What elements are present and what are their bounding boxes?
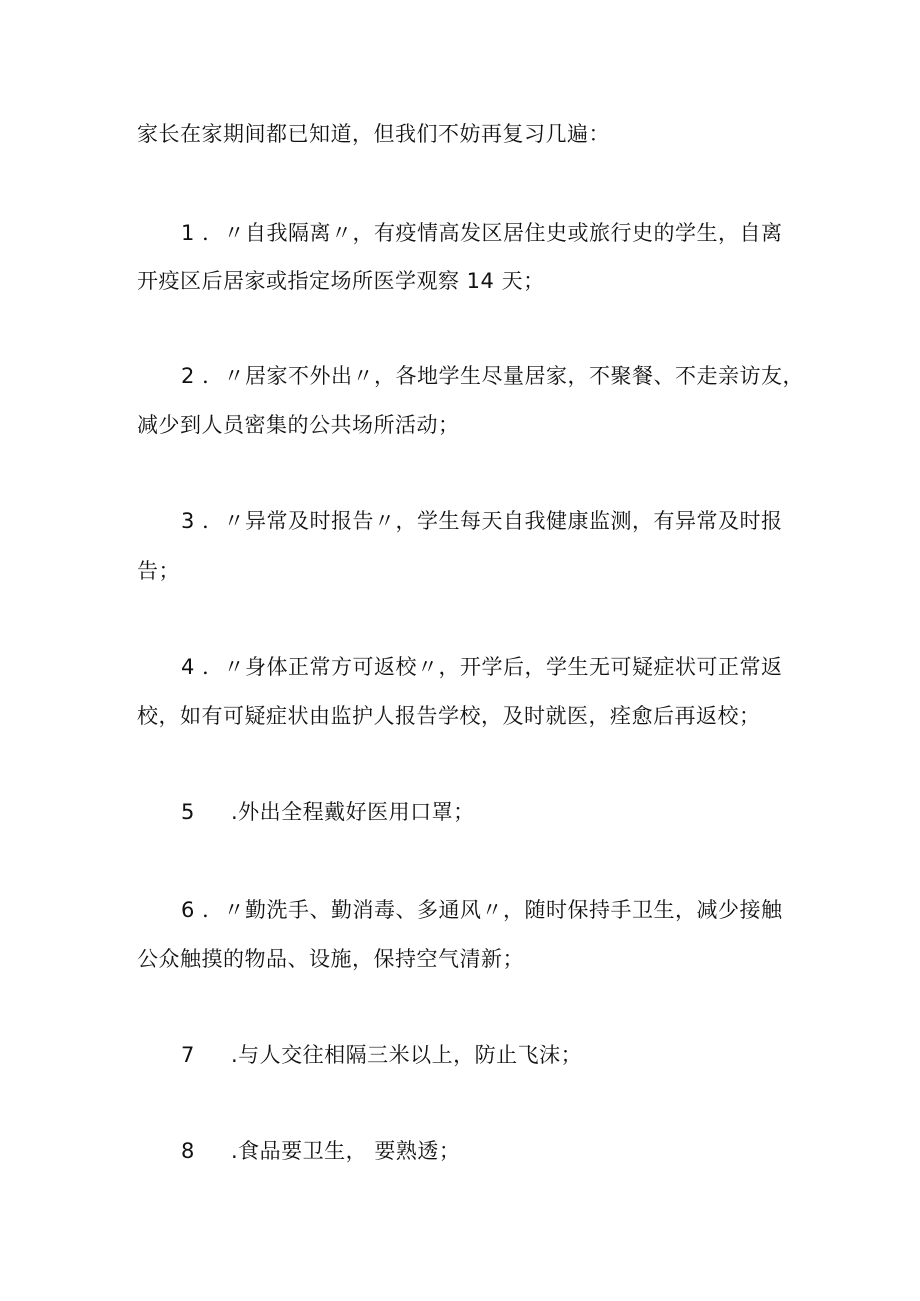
item-number: 8 <box>181 1139 195 1163</box>
list-item-6-line-2: 公众触摸的物品、设施，保持空气清新； <box>137 947 524 971</box>
list-item-3-line-1 <box>181 509 783 533</box>
list-item-7 <box>181 1043 582 1067</box>
item-text: .外出全程戴好医用口罩； <box>231 800 475 824</box>
intro-paragraph: 家长在家期间都已知道，但我们不妨再复习几遍： <box>137 122 610 146</box>
list-item-8 <box>181 1139 460 1163</box>
list-item-4-line-2: 校，如有可疑症状由监护人报告学校，及时就医，痊愈后再返校； <box>137 704 761 728</box>
item-number: 1 <box>181 221 195 245</box>
item-number: 2 <box>181 364 195 388</box>
item-text: .食品要卫生， 要熟透； <box>231 1139 461 1163</box>
item-number: 4 <box>181 655 195 679</box>
list-item-3-line-2: 告； <box>137 559 180 583</box>
list-item-4-line-1 <box>181 655 783 679</box>
item-text: ．〃自我隔离〃，有疫情高发区居住史或旅行史的学生，自离 <box>202 221 783 245</box>
item-text: ．〃身体正常方可返校〃，开学后，学生无可疑症状可正常返 <box>202 655 783 679</box>
list-item-1-line-1 <box>181 221 783 245</box>
item-number: 7 <box>181 1043 195 1067</box>
item-number: 5 <box>181 800 195 824</box>
item-text: ．〃勤洗手、勤消毒、多通风〃，随时保持手卫生，减少接触 <box>202 898 783 922</box>
item-number: 3 <box>181 509 195 533</box>
list-item-2-line-2: 减少到人员密集的公共场所活动； <box>137 413 460 437</box>
item-number: 6 <box>181 898 195 922</box>
item-text: ．〃异常及时报告〃，学生每天自我健康监测，有异常及时报 <box>202 509 783 533</box>
list-item-2-line-1 <box>181 364 804 388</box>
item-text: .与人交往相隔三米以上，防止飞沫； <box>231 1043 583 1067</box>
list-item-5 <box>181 800 475 824</box>
list-item-6-line-1 <box>181 898 783 922</box>
item-text: ．〃居家不外出〃，各地学生尽量居家，不聚餐、不走亲访友， <box>202 364 805 388</box>
list-item-1-line-2: 开疫区后居家或指定场所医学观察 14 天； <box>137 269 545 293</box>
